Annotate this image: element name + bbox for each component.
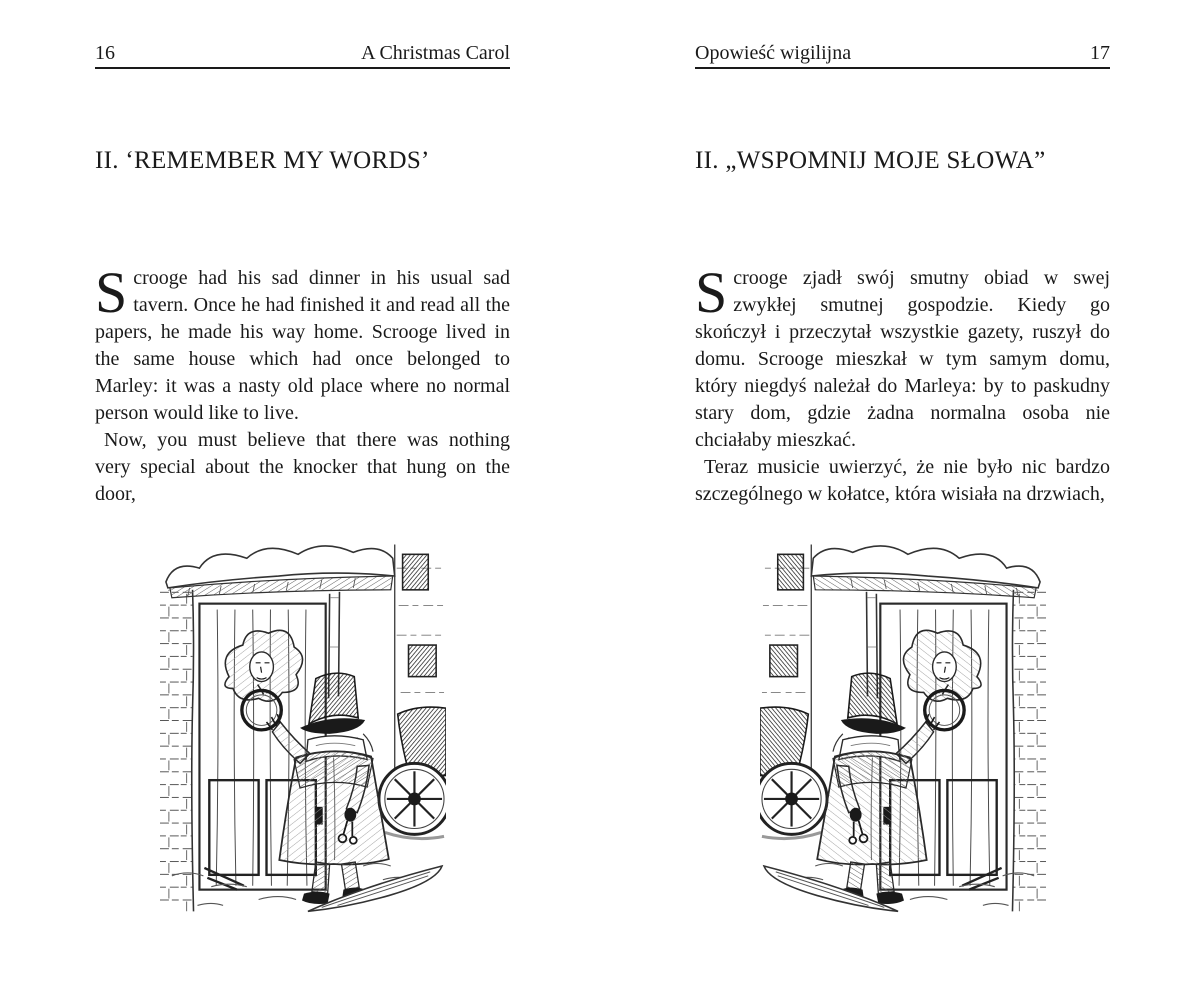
paragraph-text: crooge zjadł swój smutny obiad w swej zwykłej smutnej gospodzie. Kiedy go skończył i przeczytał wszystkie gazety, ruszył do domu. Scrooge mieszkał w tym samym domu, który niegdyś należał do Marleya: by to paskudny stary dom, gdzie żadna normalna osoba nie chciałaby mieszkać. (695, 267, 1110, 451)
body-text-right (695, 260, 1110, 508)
paragraph-text: crooge had his sad dinner in his usual sad tavern. Once he had finished it and read all the papers, he made his way home. Scrooge lived in the same house which had once belonged to Marley: it was a nasty old place where no normal person would like to live. (95, 267, 510, 424)
scrooge-door-knocker-illustration-mirrored (760, 526, 1046, 916)
dropcap-letter: S (95, 260, 128, 325)
page-number-left: 16 (95, 42, 115, 64)
chapter-title-right: II. „WSPOMNIJ MOJE SŁOWA” (695, 147, 1046, 174)
page-left (95, 42, 510, 916)
paragraph (695, 260, 1110, 454)
paragraph: Now, you must believe that there was nothing very special about the knocker that hung on the door, (95, 429, 510, 505)
body-text-left (95, 260, 510, 508)
running-head-left (95, 42, 510, 69)
paragraph: Teraz musicie uwierzyć, że nie było nic bardzo szczególnego w kołatce, która wisiała na drzwiach, (695, 456, 1110, 505)
running-head-right (695, 42, 1110, 69)
scrooge-door-knocker-illustration (160, 526, 446, 916)
chapter-title-left: II. ‘REMEMBER MY WORDS’ (95, 147, 430, 174)
page-number-right: 17 (1090, 42, 1110, 64)
illustration-figure-left (95, 526, 510, 916)
running-title-right: Opowieść wigilijna (695, 42, 852, 64)
dropcap-letter: S (695, 260, 728, 325)
paragraph (95, 260, 510, 427)
illustration-figure-right (695, 526, 1110, 916)
running-title-left: A Christmas Carol (361, 42, 510, 64)
page-right (695, 42, 1110, 916)
